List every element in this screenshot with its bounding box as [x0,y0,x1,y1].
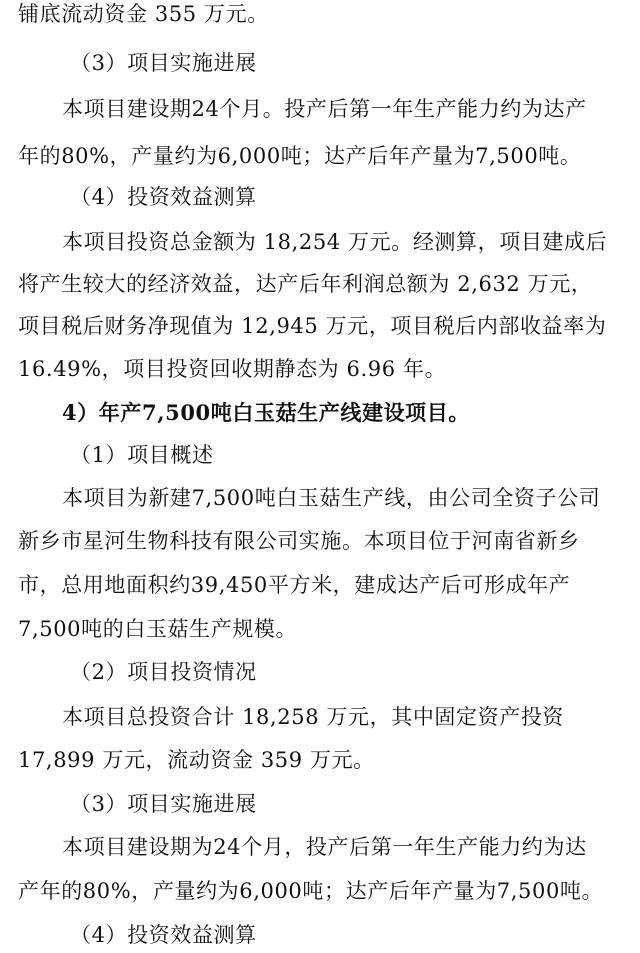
text-line: 7,500吨的白玉菇生产规模。 [18,617,298,641]
section-heading-investment: （2）项目投资情况 [70,660,257,684]
text-line: 16.49%，项目投资回收期静态为 6.96 年。 [18,357,447,381]
section-heading-implementation: （3）项目实施进展 [70,51,257,75]
section-heading-overview: （1）项目概述 [70,443,214,467]
section-heading-benefit: （4）投资效益测算 [70,923,257,947]
text-line: 本项目投资总金额为 18,254 万元。经测算，项目建成后 [62,230,608,254]
section-heading-benefit: （4）投资效益测算 [70,185,257,209]
text-line: 本项目总投资合计 18,258 万元，其中固定资产投资 [62,705,565,729]
text-line: 新乡市星河生物科技有限公司实施。本项目位于河南省新乡 [18,529,580,553]
text-line: 本项目建设期为24个月，投产后第一年生产能力约为达 [62,835,587,859]
project-title: 4）年产7,500吨白玉菇生产线建设项目。 [62,400,470,425]
text-line: 17,899 万元，流动资金 359 万元。 [18,748,375,772]
text-line: 本项目为新建7,500吨白玉菇生产线，由公司全资子公司 [62,486,601,510]
text-line: 将产生较大的经济效益，达产后年利润总额为 2,632 万元， [18,272,593,296]
text-line: 本项目建设期24个月。投产后第一年生产能力约为达产 [62,97,587,121]
text-line: 市，总用地面积约39,450平方米，建成达产后可形成年产 [18,573,571,597]
text-line: 铺底流动资金 355 万元。 [18,2,269,26]
section-heading-implementation: （3）项目实施进展 [70,792,257,816]
text-line: 产年的80%，产量约为6,000吨；达产后年产量为7,500吨。 [18,879,604,903]
text-line: 项目税后财务净现值为 12,945 万元，项目税后内部收益率为 [18,314,607,338]
text-line: 年的80%，产量约为6,000吨；达产后年产量为7,500吨。 [18,144,582,168]
